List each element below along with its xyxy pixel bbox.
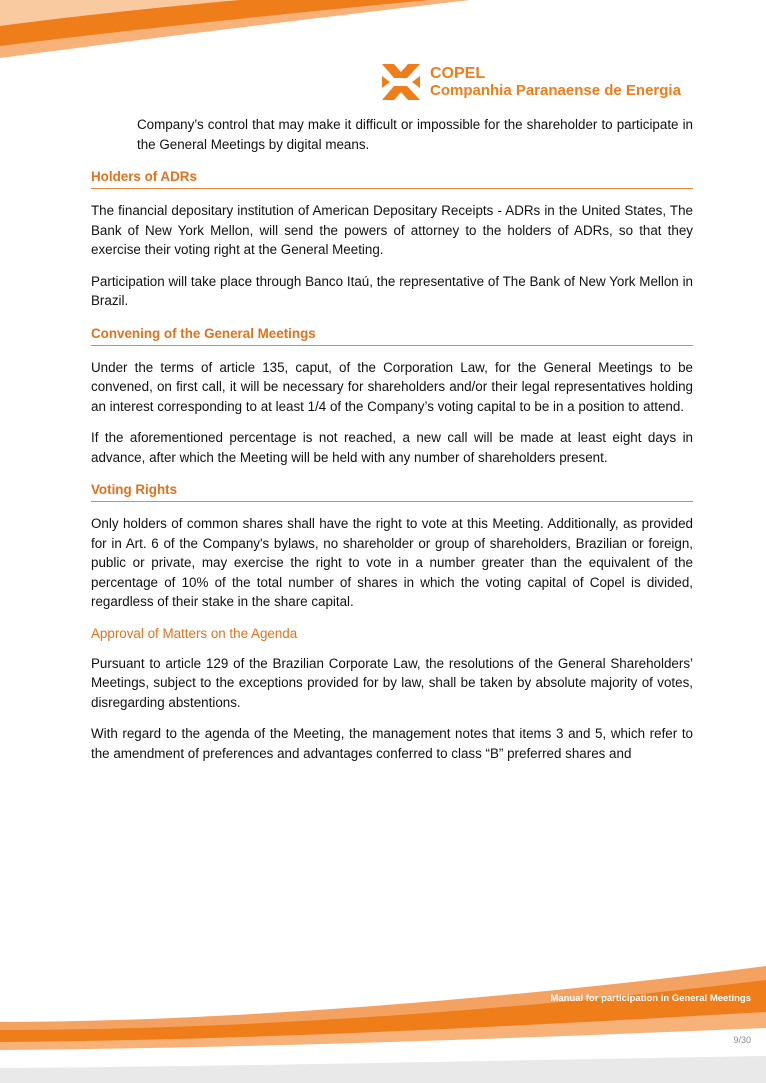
paragraph: Pursuant to article 129 of the Brazilian Corporate Law, the resolutions of the General Shareholders’ Meetings, subject to the exceptions provided for by law, shall be taken by absolute majority of votes, disregarding abstentions. (91, 655, 693, 710)
footer-document-title: Manual for participation in General Meetings (550, 993, 751, 1004)
copel-logo-icon (380, 62, 422, 102)
paragraph: The financial depositary institution of American Depositary Receipts - ADRs in the United States, The Bank of New York Mellon, will send the powers of attorney to the holders of ADRs, so that they exercise their voting right at the General Meeting. (91, 203, 693, 257)
company-logo (380, 62, 681, 102)
bottom-decorative-swoosh (0, 960, 766, 1083)
paragraph: With regard to the agenda of the Meeting, the management notes that items 3 and 5, which refer to the amendment of preferences and advantages conferred to class “B” preferred shares and (91, 726, 693, 761)
paragraph: Only holders of common shares shall have the right to vote at this Meeting. Additionally, as provided for in Art. 6 of the Company's bylaws, no shareholder or group of shareholders, Brazilian or foreign, public or private, may exercise the right to vote in a number greater than the equivalent of the percentage of 10% of the total number of shares in which the voting capital of Copel is divided, regardless of their stake in the share capital. (91, 516, 693, 609)
intro-continued-paragraph: Company’s control that may make it difficult or impossible for the shareholder to participate in the General Meetings by digital means. (137, 117, 693, 152)
section-heading-holders-of-adrs: Holders of ADRs (91, 167, 693, 189)
section-heading-convening: Convening of the General Meetings (91, 324, 693, 346)
top-decorative-swoosh (0, 0, 766, 70)
subsection-heading-approval-of-matters: Approval of Matters on the Agenda (91, 625, 298, 641)
logo-text (430, 66, 681, 99)
document-body (91, 115, 693, 763)
logo-full-name: Companhia Paranaense de Energia (430, 81, 681, 99)
page-number: 9/30 (733, 1035, 751, 1045)
logo-name: COPEL (430, 64, 486, 82)
paragraph: If the aforementioned percentage is not reached, a new call will be made at least eight days in advance, after which the Meeting will be held with any number of shareholders present. (91, 430, 693, 465)
paragraph: Participation will take place through Banco Itaú, the representative of The Bank of New York Mellon in Brazil. (91, 273, 693, 308)
paragraph: Under the terms of article 135, caput, of the Corporation Law, for the General Meetings to be convened, on first call, it will be necessary for shareholders and/or their legal representatives holding an interest corresponding to at least 1/4 of the Company’s voting capital to be in a position to attend. (91, 359, 693, 414)
section-heading-voting-rights: Voting Rights (91, 480, 693, 502)
